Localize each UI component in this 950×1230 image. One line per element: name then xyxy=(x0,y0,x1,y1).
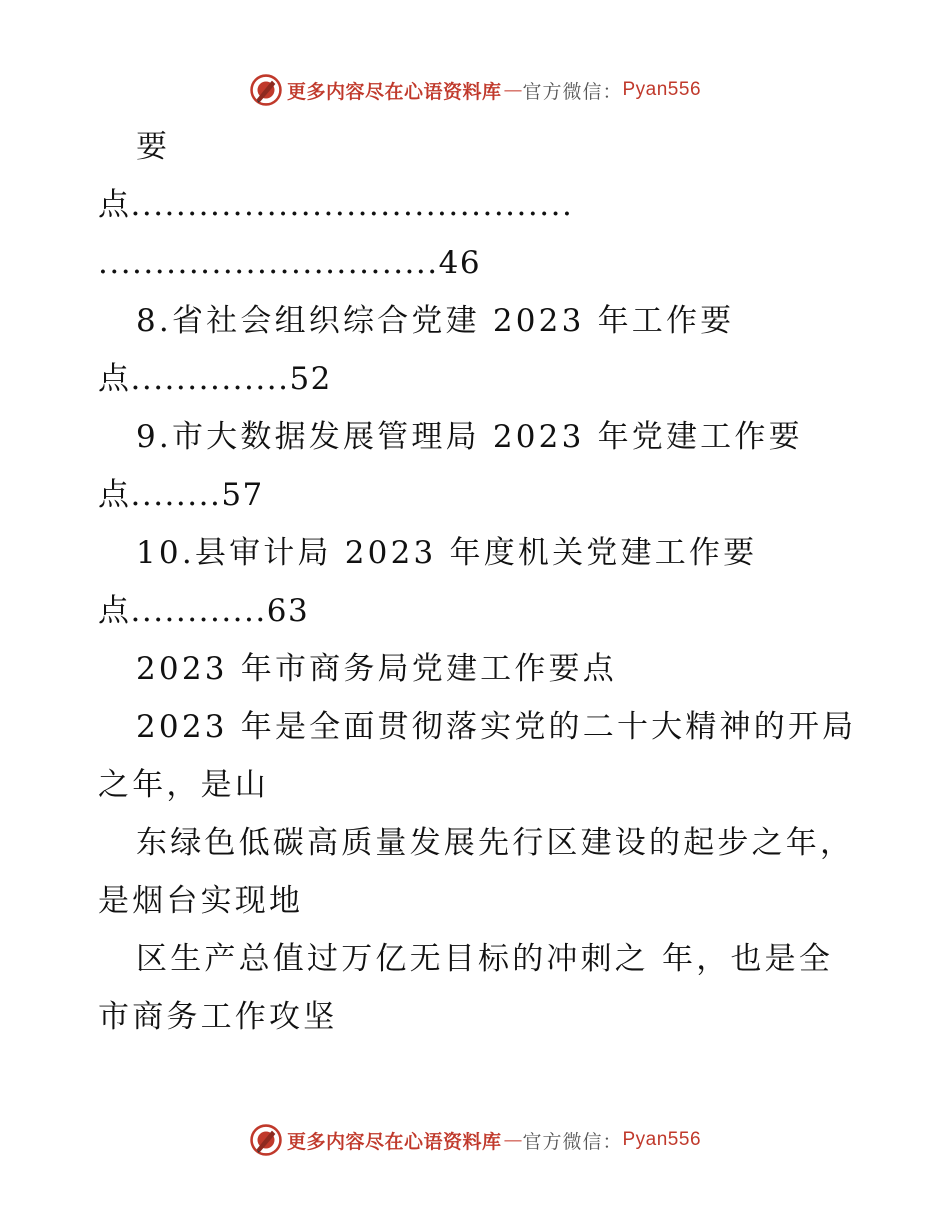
banner-wechat-id: Pyan556 xyxy=(622,79,702,100)
section-title: 2023 年市商务局党建工作要点 xyxy=(136,651,617,687)
paragraph-line: 2023 年是全面贯彻落实党的二十大精神的开局 xyxy=(136,709,857,745)
toc-entry-continuation: 要 xyxy=(136,129,171,165)
footer-watermark-banner xyxy=(0,1120,950,1160)
banner-wechat-label: 官方微信： xyxy=(522,80,623,103)
pen-logo-icon xyxy=(249,73,283,107)
header-watermark-banner xyxy=(0,70,950,110)
banner-brand-name: 更多内容尽在心语资料库 xyxy=(286,1130,502,1153)
banner-brand-name: 更多内容尽在心语资料库 xyxy=(286,80,502,103)
toc-entry-8: 8.省社会组织综合党建 2023 年工作要 xyxy=(136,303,735,339)
document-body xyxy=(98,118,858,1046)
toc-entry-8-page: 点..............52 xyxy=(98,361,332,397)
toc-entry-9: 9.市大数据发展管理局 2023 年党建工作要 xyxy=(136,419,803,455)
toc-page-number-line: ..............................46 xyxy=(98,245,482,281)
toc-entry-10: 10.县审计局 2023 年度机关党建工作要 xyxy=(136,535,758,571)
paragraph-line: 之年，是山 xyxy=(98,767,269,803)
banner-wechat-id: Pyan556 xyxy=(622,1129,702,1150)
pen-logo-icon xyxy=(249,1123,283,1157)
paragraph-line: 是烟台实现地 xyxy=(98,883,304,919)
paragraph-line: 市商务工作攻坚 xyxy=(98,999,338,1035)
toc-entry-9-page: 点........57 xyxy=(98,477,264,513)
banner-separator: — xyxy=(503,79,521,101)
banner-wechat-label: 官方微信： xyxy=(522,1130,623,1153)
paragraph-line: 区生产总值过万亿无目标的冲刺之 年，也是全 xyxy=(136,941,834,977)
paragraph-line: 东绿色低碳高质量发展先行区建设的起步之年， xyxy=(136,825,855,861)
banner-separator: — xyxy=(503,1129,521,1151)
toc-leader-dots: 点....................................... xyxy=(98,187,574,223)
toc-entry-10-page: 点............63 xyxy=(98,593,310,629)
